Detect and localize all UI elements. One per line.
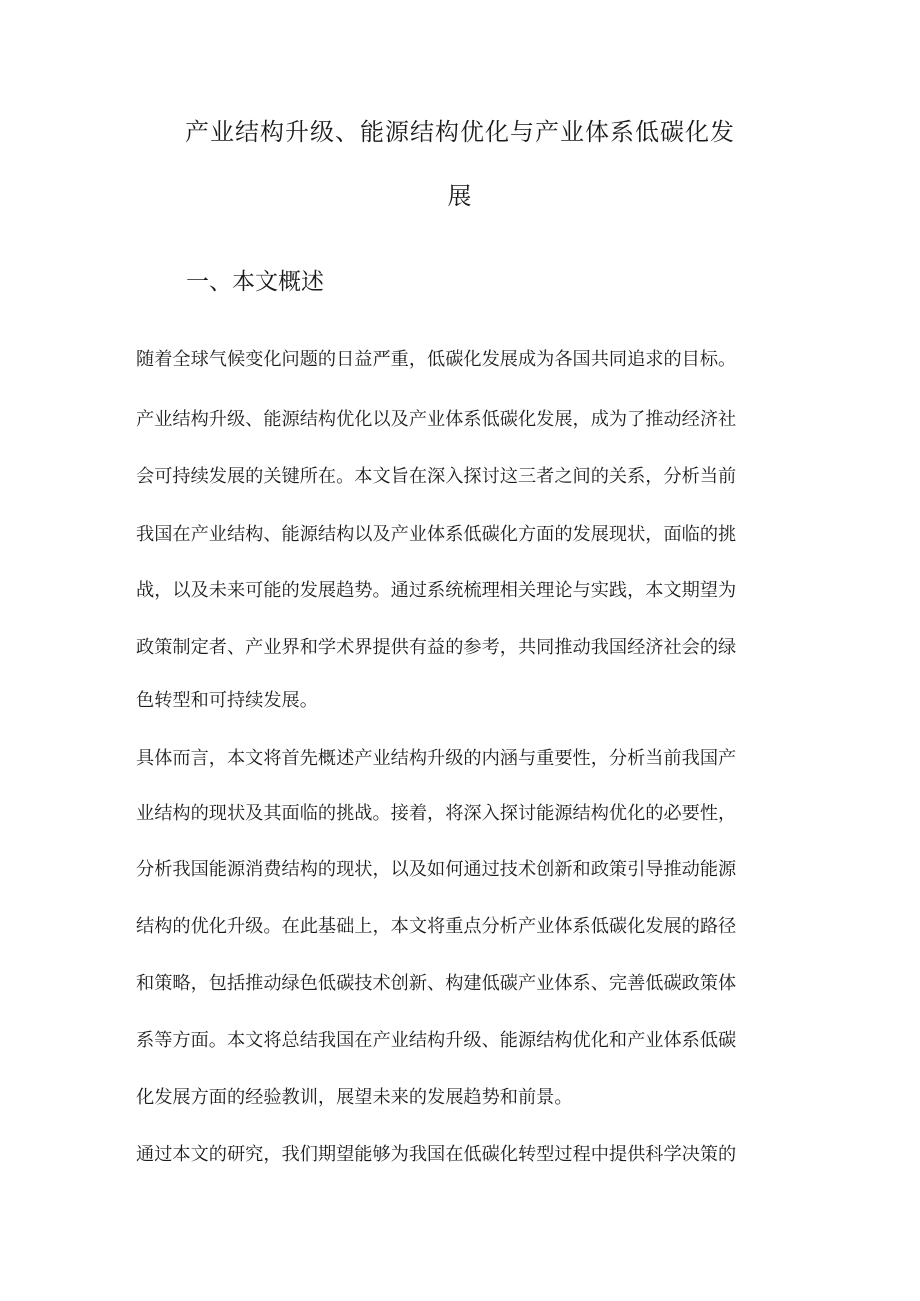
section-heading: 一、本文概述 <box>186 269 324 295</box>
paragraph-line: 政策制定者、产业界和学术界提供有益的参考，共同推动我国经济社会的绿 <box>136 637 737 658</box>
paragraph-line: 随着全球气候变化问题的日益严重，低碳化发展成为各国共同追求的目标。 <box>136 349 737 370</box>
paragraph-line: 化发展方面的经验教训，展望未来的发展趋势和前景。 <box>136 1087 573 1108</box>
paragraph-line: 业结构的现状及其面临的挑战。接着，将深入探讨能源结构优化的必要性， <box>136 803 737 824</box>
paragraph-line: 产业结构升级、能源结构优化以及产业体系低碳化发展，成为了推动经济社 <box>136 409 737 430</box>
paragraph-line: 战，以及未来可能的发展趋势。通过系统梳理相关理论与实践，本文期望为 <box>136 580 737 601</box>
paragraph-line: 会可持续发展的关键所在。本文旨在深入探讨这三者之间的关系，分析当前 <box>136 466 737 487</box>
paragraph-line: 我国在产业结构、能源结构以及产业体系低碳化方面的发展现状，面临的挑 <box>136 524 737 545</box>
document-title-line-2: 展 <box>447 182 473 210</box>
paragraph-line: 色转型和可持续发展。 <box>136 690 318 711</box>
paragraph-line: 结构的优化升级。在此基础上，本文将重点分析产业体系低碳化发展的路径 <box>136 916 737 937</box>
paragraph-line: 和策略，包括推动绿色低碳技术创新、构建低碳产业体系、完善低碳政策体 <box>136 973 737 994</box>
paragraph-line: 分析我国能源消费结构的现状，以及如何通过技术创新和政策引导推动能源 <box>136 859 737 880</box>
document-title-line-1: 产业结构升级、能源结构优化与产业体系低碳化发 <box>185 118 735 146</box>
paragraph-line: 系等方面。本文将总结我国在产业结构升级、能源结构优化和产业体系低碳 <box>136 1030 737 1051</box>
paragraph-line: 通过本文的研究，我们期望能够为我国在低碳化转型过程中提供科学决策的 <box>136 1144 737 1165</box>
paragraph-line: 具体而言，本文将首先概述产业结构升级的内涵与重要性，分析当前我国产 <box>136 748 737 769</box>
